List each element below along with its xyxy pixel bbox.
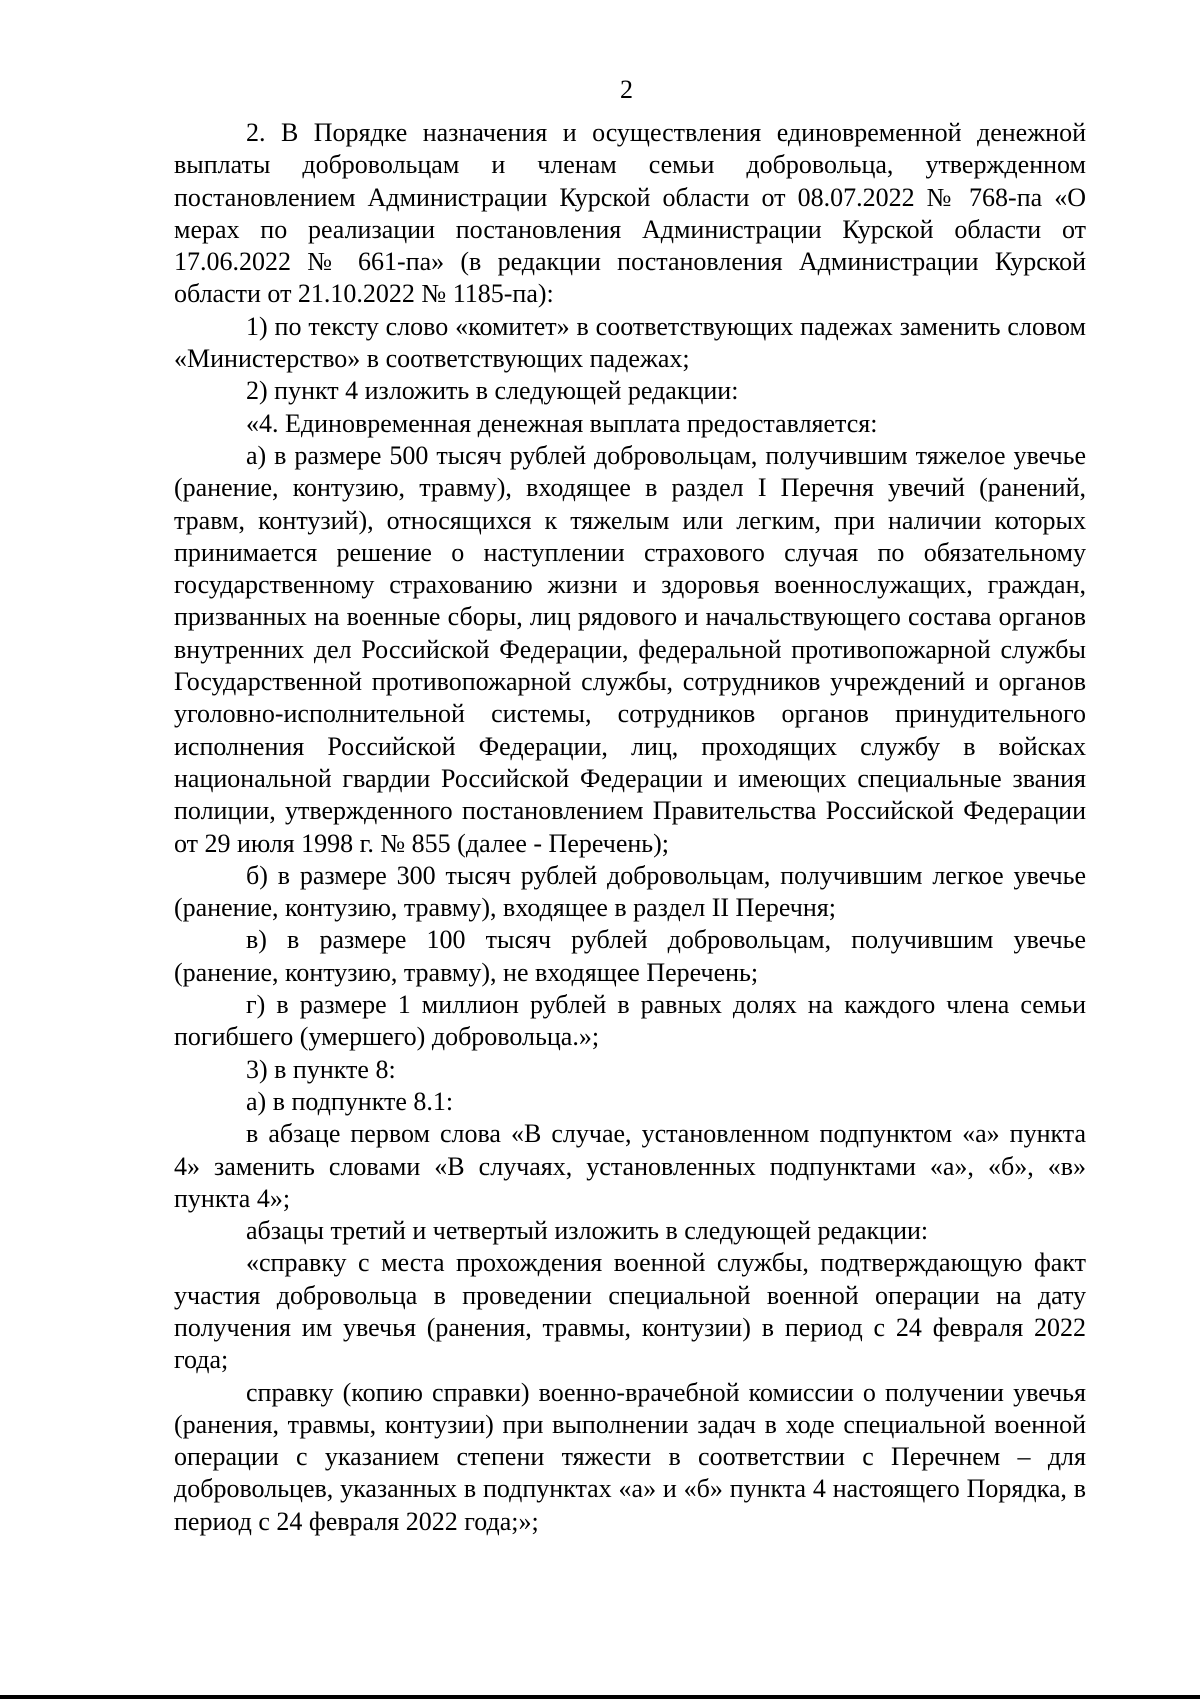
paragraph-medical-certificate: справку (копию справки) военно-врачебной комиссии о получении увечья (ранения, травмы, контузии) при выполнении задач в ходе специальной военной операции с указанием степени тяжести в соответствии с Перечнем – для добровольцев, указанных в подпунктах «а» и «б» пункта 4 настоящего Порядка, в период с 24 февраля 2022 года;»; <box>174 1377 1086 1536</box>
paragraph-subitem-8-1: а) в подпункте 8.1: <box>246 1086 454 1116</box>
paragraph-service-certificate: «справку с места прохождения военной службы, подтверждающую факт участия добровольца в проведении специальной военной операции на дату получения им увечья (ранения, травмы, контузии) в период с 24 февраля 2022 года; <box>174 1248 1086 1375</box>
paragraph-item-3: 3) в пункте 8: <box>246 1054 396 1084</box>
paragraph-clause-4g: г) в размере 1 миллион рублей в равных долях на каждого члена семьи погибшего (умершего) добровольца.»; <box>174 990 1086 1052</box>
paragraph-item-2: 2) пункт 4 изложить в следующей редакции: <box>246 376 739 406</box>
paragraph-clause-4: «4. Единовременная денежная выплата предоставляется: <box>246 408 878 438</box>
paragraph-first-abzac: в абзаце первом слова «В случае, установленном подпунктом «а» пункта 4» заменить словами «В случаях, установленных подпунктами «а», «б», «в» пункта 4»; <box>174 1119 1086 1213</box>
document-body <box>174 117 1086 1538</box>
paragraph-clause-4a: а) в размере 500 тысяч рублей добровольцам, получившим тяжелое увечье (ранение, контузию, травму), входящее в раздел I Перечня увечий (ранений, травм, контузий), относящихся к тяжелым или легким, при наличии которых принимается решение о наступлении страхового случая по обязательному государственному страхованию жизни и здоровья военнослужащих, граждан, призванных на военные сборы, лиц рядового и начальствующего состава органов внутренних дел Российской Федерации, федеральной противопожарной службы Государственной противопожарной службы, сотрудников учреждений и органов уголовно-исполнительной системы, сотрудников органов принудительного исполнения Российской Федерации, лиц, проходящих службу в войсках национальной гвардии Российской Федерации и имеющих специальные звания полиции, утвержденного постановлением Правительства Российской Федерации от 29 июля 1998 г. № 855 (далее - Перечень); <box>174 440 1086 858</box>
paragraph-item-1: 1) по тексту слово «комитет» в соответствующих падежах заменить словом «Министерство» в соответствующих падежах; <box>174 311 1086 374</box>
page-bottom-edge <box>0 1695 1200 1699</box>
paragraph-clause-4b: б) в размере 300 тысяч рублей добровольцам, получившим легкое увечье (ранение, контузию, травму), входящее в раздел II Перечня; <box>174 860 1086 923</box>
paragraph-amendment-intro: 2. В Порядке назначения и осуществления единовременной денежной выплаты добровольцам и членам семьи добровольца, утвержденном постановлением Администрации Курской области от 08.07.2022 № 768-па «О мерах по реализации постановления Администрации Курской области от 17.06.2022 № 661-па» (в редакции постановления Администрации Курской области от 21.10.2022 № 1185-па): <box>174 118 1086 309</box>
paragraph-clause-4v: в) в размере 100 тысяч рублей добровольцам, получившим увечье (ранение, контузию, травму), не входящее Перечень; <box>174 925 1086 987</box>
paragraph-third-fourth-abzac: абзацы третий и четвертый изложить в следующей редакции: <box>246 1216 929 1246</box>
page-number: 2 <box>620 75 633 104</box>
